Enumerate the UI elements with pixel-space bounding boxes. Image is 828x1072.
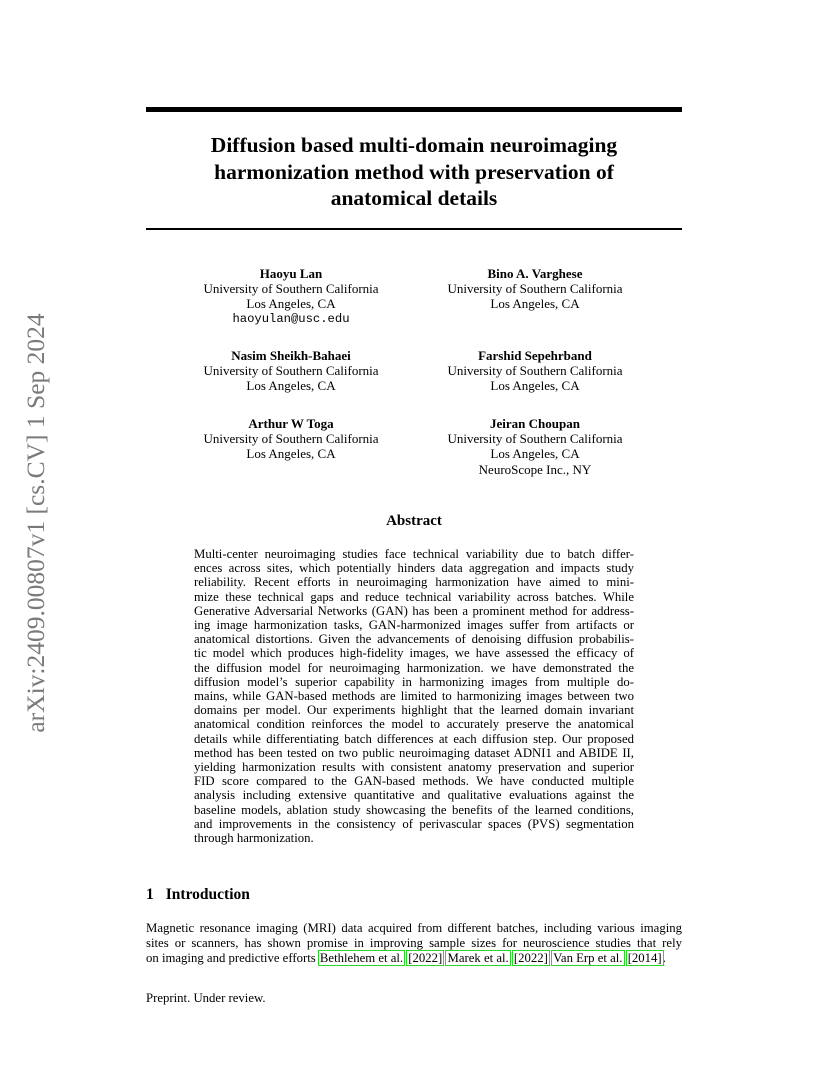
author-name: Haoyu Lan bbox=[259, 266, 323, 281]
author-location: Los Angeles, CA bbox=[246, 446, 336, 462]
author-location: Los Angeles, CA bbox=[490, 296, 580, 312]
abstract-line: details while differentiating batch differences at each diffusion step. Our proposed bbox=[194, 731, 634, 746]
citation-link[interactable]: [2022] bbox=[408, 951, 443, 965]
title-line: Diffusion based multi-domain neuroimaging bbox=[210, 133, 618, 157]
citation-link[interactable]: Marek et al. bbox=[447, 951, 509, 965]
author-name: Jeiran Choupan bbox=[490, 416, 580, 431]
author-location: Los Angeles, CA bbox=[246, 378, 336, 394]
abstract-line: baseline models, ablation study showcasing the benefits of the learned conditions, bbox=[194, 802, 634, 817]
author-name: Farshid Sepehrband bbox=[478, 348, 592, 363]
abstract-line: analysis including extensive quantitative and qualitative evaluations against the bbox=[194, 788, 634, 803]
author-affiliation: University of Southern California bbox=[447, 281, 623, 297]
abstract-line: anatomical distortions. Given the advancements of denoising diffusion probabilis- bbox=[194, 632, 634, 647]
intro-line bbox=[146, 951, 682, 966]
title-line: harmonization method with preservation of bbox=[214, 159, 614, 184]
section-heading-introduction bbox=[146, 886, 250, 904]
abstract-line: FID score compared to the GAN-based methods. We have conducted multiple bbox=[194, 774, 634, 789]
intro-line-text: on imaging and predictive efforts bbox=[146, 951, 319, 965]
abstract-line: Multi-center neuroimaging studies face technical variability due to batch differ- bbox=[194, 547, 634, 561]
author-extra-affiliation: NeuroScope Inc., NY bbox=[478, 461, 592, 477]
abstract-line: yielding harmonization results with consistent anatomy preservation and superior bbox=[194, 760, 634, 775]
abstract-line: method has been tested on two public neuroimaging dataset ADNI1 and ABIDE II, bbox=[194, 745, 634, 760]
paper-title bbox=[146, 132, 682, 212]
author-block bbox=[161, 266, 421, 327]
footer-note: Preprint. Under review. bbox=[146, 991, 266, 1005]
abstract-line: Generative Adversarial Networks (GAN) has been a prominent method for address- bbox=[194, 603, 634, 618]
title-top-rule bbox=[146, 107, 682, 112]
title-bottom-rule bbox=[146, 228, 682, 230]
author-affiliation: University of Southern California bbox=[447, 431, 623, 447]
author-location: Los Angeles, CA bbox=[490, 378, 580, 394]
author-affiliation: University of Southern California bbox=[203, 363, 379, 379]
abstract-line: diffusion model’s superior capability in harmonizing images from multiple do- bbox=[194, 674, 634, 689]
abstract-heading: Abstract bbox=[386, 513, 442, 529]
abstract-line: mains, while GAN-based methods are limited to harmonizing images between two bbox=[194, 689, 634, 704]
intro-line: Magnetic resonance imaging (MRI) data acquired from different batches, including various imaging bbox=[146, 921, 682, 935]
abstract-line: and improvements in the consistency of perivascular spaces (PVS) segmentation bbox=[194, 816, 634, 831]
arxiv-identifier-stamp: arXiv:2409.00807v1 [cs.CV] 1 Sep 2024 bbox=[21, 313, 50, 733]
author-name: Nasim Sheikh-Bahaei bbox=[231, 348, 351, 363]
section-title: Introduction bbox=[165, 886, 250, 903]
citation-link[interactable]: Bethlehem et al. bbox=[319, 951, 404, 965]
author-name: Bino A. Varghese bbox=[487, 266, 583, 281]
abstract-line: ing image harmonization tasks, GAN-harmonized images suffer from artifacts or bbox=[194, 618, 634, 633]
intro-line-suffix: . bbox=[662, 951, 666, 965]
abstract-line: through harmonization. bbox=[194, 831, 314, 846]
abstract-line: anatomical condition reinforces the model to accurately preserve the anatomical bbox=[194, 717, 634, 732]
citation-link[interactable]: [2014] bbox=[627, 951, 662, 965]
author-email[interactable]: haoyulan@usc.edu bbox=[232, 311, 350, 326]
author-name: Arthur W Toga bbox=[248, 416, 334, 431]
abstract-text bbox=[194, 547, 634, 845]
citation-link[interactable]: [2022] bbox=[513, 951, 548, 965]
abstract-line: mize these technical gaps and reduce technical variability across batches. While bbox=[194, 589, 634, 604]
intro-line: sites or scanners, has shown promise in improving sample sizes for neuroscience studies that rely bbox=[146, 936, 682, 950]
introduction-text bbox=[146, 921, 682, 966]
author-location: Los Angeles, CA bbox=[246, 296, 336, 312]
abstract-line: domains per model. Our experiments highlight that the learned domain invariant bbox=[194, 703, 634, 718]
author-location: Los Angeles, CA bbox=[490, 446, 580, 462]
author-block bbox=[405, 266, 665, 312]
citation-link[interactable]: Van Erp et al. bbox=[553, 951, 623, 965]
section-number: 1 bbox=[146, 886, 154, 903]
author-affiliation: University of Southern California bbox=[447, 363, 623, 379]
title-line: anatomical details bbox=[330, 186, 498, 210]
author-block bbox=[161, 416, 421, 462]
abstract-line: tic model which produces high-fidelity images, we have assessed the efficacy of bbox=[194, 646, 634, 661]
abstract-line: ences across sites, which potentially hinders data aggregation and impacts study bbox=[194, 561, 634, 576]
author-block bbox=[405, 348, 665, 394]
author-affiliation: University of Southern California bbox=[203, 431, 379, 447]
author-block bbox=[161, 348, 421, 394]
abstract-line: the diffusion model for neuroimaging harmonization. we have demonstrated the bbox=[194, 660, 634, 675]
abstract-line: reliability. Recent efforts in neuroimaging harmonization have aimed to mini- bbox=[194, 575, 634, 590]
author-affiliation: University of Southern California bbox=[203, 281, 379, 297]
author-block bbox=[405, 416, 665, 477]
